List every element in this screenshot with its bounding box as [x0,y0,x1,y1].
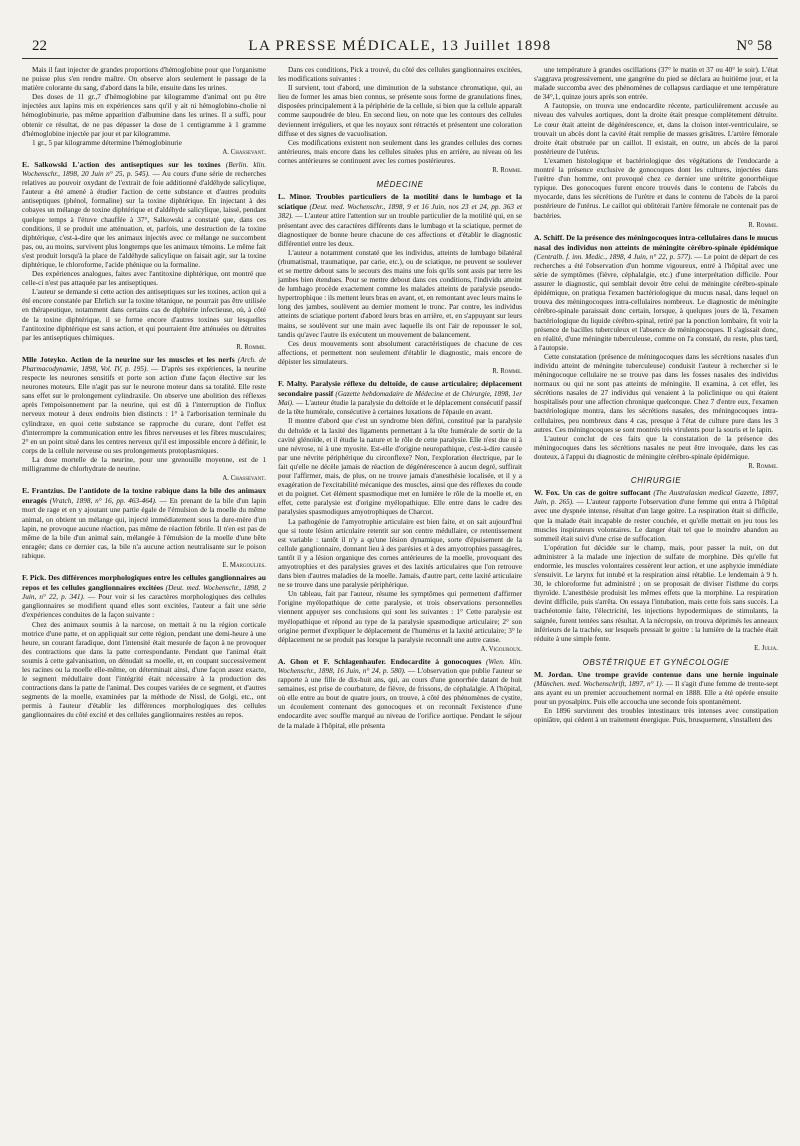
signature: A. Chassevant. [222,475,266,483]
article-fox [534,488,778,544]
paragraph: En 1896 survinrent des troubles intestinaux très intenses avec constipation opiniâtre, qui cédent à un traitement énergique. Puis, brusquement, s'installent des [534,707,778,725]
article-text: — D'après ses expériences, la neurine respecte les neurones sensitifs et porte son action d'une façon élective sur les neurones moteurs. Elle n'agit pas sur le neurone moteur dans sa totalité. Elle reste sans effet sur le prolongement cylindraxile. On observe une abolition des réflexes après l'empoisonnement par la neurine, qui est dû à l'interruption de l'influx nerveux moteur à deux endroits bien distincts : 1° à l'arborisation terminale du cylindraxe, en quoi cette substance se rapproche du curare, dont l'effet est d'interrompre la communication entre les fibres nerveuses et les fibres musculaires; 2° en un point situé dans les centres nerveux qu'il est impossible encore à définir, le corps de la cellule nerveuse ou ses prolongements protoplasmiques. [22,365,266,455]
section-heading: CHIRURGIE [630,476,682,486]
signature: R. Romme. [492,167,522,175]
journal-title: LA PRESSE MÉDICALE, 13 Juillet 1898 [248,38,552,54]
page-number: 22 [32,38,47,54]
article-author: W. Fox. [534,488,560,498]
article-source: (Wien. klin. Wochenschr., 1898, 16 Juin, n° 24, p. 580). [278,657,522,675]
article-source: (Vratch, 1898, n° 16, pp. 463-464). [49,497,157,506]
signature: A. Chassevant. [222,148,266,156]
article-salkowski [22,160,266,270]
article-title: Endocardite à gonocoques [390,656,482,666]
article-source: (Berlin. klin. Wochenschr., 1898, 20 Juin n° 25, p. 545). [22,160,266,179]
paragraph: Chez des animaux soumis à la narcose, on mettait à nu la région corticale motrice d'une patte, et on appliquait sur cette région, pendant une demi-heure à une heure, un courant faradique, dont l'intensité était mesurée de façon à ne provoquer des contractions que dans la patte correspondante. Pendant que l'animal était soumis à cette galvanisation, on dénudait sa moelle, et, en coupant successivement les racines ou la moelle elle-même, on déterminait ainsi, d'une façon assez exacte, le segment médullaire dont l'intégrité était nécessaire à la production des contractions dans la patte de l'animal. Des coupes variées de ce segment, et d'autres segments de la moelle, examinées par la méthode de Nissl, de Golgi, etc., ont permis à l'auteur d'établir les différences morphologiques des cellules ganglionnaires du côté excité et des cellules ganglionnaires restées au repos. [22,620,266,720]
section-heading: MÉDECINE [376,180,424,190]
article-text: — Au cours d'une série de recherches relatives au pouvoir oxydant de l'extrait de foie additionné d'aldéhyde salicylique, l'auteur a été amené à étudier l'action de cette substance et d'autres produits antiseptiques (phénol, formaline) sur la toxine diphtérique. En injectant à des cobayes un mélange de toxine diphtérique et d'aldéhyde salicylique, laissé, pendant quelque temps à l'étuve chauffée à 37°, Salkowski a constaté que, dans ces conditions, il se produit une atténuation, et, parfois, une destruction de la toxine diphtérique, c'est-à-dire que les animaux injectés avec ce mélange ne succombent pas, ou, au moins, survivent plus longtemps que les animaux témoins. Le même fait s'est produit lorsqu'à la place de l'aldéhyde salicylique on faisait agir, sur la toxine diphtérique, le chloroforme, l'acide phénique ou la formaline. [22,170,266,269]
paragraph: Des expériences analogues, faites avec l'antitoxine diphtérique, ont montré que celle-ci n'est pas attaquée par les antiseptiques. [22,270,266,288]
paragraph: Des doses de 11 gr.,7 d'hémoglobine par kilogramme d'animal ont pu être injectées aux lapins mis en expériences sans qu'il y ait ni hémoglobino-cholie ni hémoglobinurie, pas même apparition d'albumine dans les urines. Il a suffi, pour obtenir ce résultat, de ne pas dépasser la dose de 1 centigramme à 1 gramme d'hémoglobine injectée par jour et par kilogramme. [22,93,266,138]
paragraph: Mais il faut injecter de grandes proportions d'hémoglobine pour que l'organisme ne puisse plus s'en rendre maître. On observe alors seulement le passage de la matière colorante du sang, d'abord dans la bile, ensuite dans les urines. [22,66,266,93]
paragraph: Il survient, tout d'abord, une diminution de la substance chromatique, qui, au lieu de former les amas bien connus, se présente sous forme de granulations fines, disposées principalement à la périphérie de la cellule, si bien que la cellule apparaît comme saupoudrée de bleu. En second lieu, on note que les contours des cellules deviennent irréguliers, et que les noyaux sont rétractés et présentent une coloration diffuse et des signes de vacuolisation. [278,84,522,138]
paragraph: Cette constatation (présence de méningocoques dans les sécrétions nasales d'un individu atteint de méningite tuberculeuse) conduisit l'auteur à rechercher si le méningocoque cellulaire ne se trouve pas dans les fosses nasales des individus normaux ou qui ne sont pas atteints de méningite. Il examina, à cet effet, les sécrétions nasales de 27 individus qui venaient à la policlinique ou qui étaient hospitalisés pour une affection chronique quelconque. Chez 7 d'entre eux, l'examen bactériologique montra, dans les sécrétions nasales, des méningocoques intra-cellulaires, peu nombreux dans 4 cas, presque à l'état de culture pure dans les 3 autres. Ces méningocoques se sont montrés très virulents pour la souris et le lapin. [534,352,778,434]
signature: R. Romme. [236,343,266,351]
article-text: — L'auteur étudie la paralysie du deltoïde et le déplacement consécutif passif de la tête humérale, consécutive à certaines luxations de l'épaule en avant. [278,399,522,417]
article-joteyko [22,355,266,456]
article-title: Un cas de goitre suffocant [562,488,651,498]
signature: E. Margoulies. [222,561,266,569]
article-title: De l'antidote de la toxine rabique dans la bile des animaux enragés [22,486,266,506]
article-source: (The Australasian medical Gazette, 1897, Juin, p. 265). [534,489,778,507]
article-text: — Il s'agit d'une femme de trente-sept ans ayant eu un premier accouchement normal en 1888. Elle a été opérée ensuite pour un pyosalpinx. Puis elle accoucha une seconde fois spontanément. [534,680,778,707]
article-author: E. Frantzius. [22,486,65,496]
signature: R. Romme. [748,221,778,229]
column-3 [534,66,778,1132]
article-text: — En prenant de la bile d'un lapin mort de rage et en y ajoutant une partie égale de l'émulsion de la moelle du même animal, on obtient un mélange qui, injecté immédiatement sous la dure-mère d'un lapin, ne provoque aucune réaction, pas même de réaction fébrile. Il n'en est pas de même de la bile d'un animal sain, mélangée à l'émulsion de la moelle d'une bête enragée; dans ce dernier cas, la bile n'a aucune action neutralisante sur le poison rabique. [22,497,266,560]
issue-number: N° 58 [736,38,772,54]
paragraph: L'auteur se demande si cette action des antiseptiques sur les toxines, action qui a été encore constatée par Ehrlich sur la toxine tétanique, ne pourrait pas être utilisée en thérapeutique, notamment dans certains cas de diphtérie infectieuse, où, à côté de la toxine diphtérique, il se forme encore d'autres toxines sur lesquelles l'antitoxine diphtérique est sans action, et qui pourraient être atténuées ou détruites par les antiseptiques chimiques. [22,288,266,342]
article-author: Mlle Joteyko. [22,354,68,364]
running-header [22,36,778,59]
paragraph: L'examen histologique et bactériologique des végétations de l'endocarde a montré la présence exclusive de gonocoques dont les cultures, injectées dans l'urètre d'un homme, ont provoqué chez ce dernier une urétrite gonorrhéique typique. Des gonocoques furent encore trouvés dans le contenu de l'abcès du myocarde, dans les sécrétions de l'urètre et dans le contenu de l'abcès de la paroi postérieure de l'utérus. Le caillot qui oblitérait l'artère fémorale ne contenait pas de bactéries. [534,156,778,220]
article-schiff [534,233,778,353]
article-title: De la présence des méningocoques intra-cellulaires dans le mucus nasal des individus non atteints de méningite cérébro-spinale épidémique [534,232,778,252]
article-source: (München. med. Wochenschrift, 1897, n° 1). [534,680,664,689]
paragraph: Dans ces conditions, Pick a trouvé, du côté des cellules ganglionnaires excitées, les modifications suivantes : [278,66,522,84]
column-2 [278,66,522,1132]
article-author: E. Salkowski [22,159,68,169]
article-text: — Pour voir si les caractères morphologiques des cellules ganglionnaires se modifient quand elles sont excitées, l'auteur a fait une série d'expériences conduites de la façon suivante : [22,593,266,620]
article-title: L'action des antiseptiques sur les toxines [72,159,221,169]
paragraph: 1 gr., 5 par kilogramme détermine l'hémoglobinurie [32,138,182,147]
article-jordan [534,670,778,707]
signature: R. Romme. [492,368,522,375]
paragraph: La dose mortelle de la neurine, pour une grenouille moyenne, est de 1 milligramme de chlorhydrate de neurine. [22,455,266,474]
paragraph: A l'autopsie, on trouva une endocardite récente, particulièrement accusée au niveau des valvules aortiques, dont la droite était presque complètement détruite. Le cœur était atteint de dégénérescence, et, dans la cloison inter-ventriculaire, se trouvait un abcès dont la cavité était remplie de masses grisâtres. L'artère fémorale droite était obstruée par un caillot. Il existait, en outre, un abcès de la paroi postérieure de l'utérus. [534,102,778,156]
paragraph: Ces modifications existent non seulement dans les grandes cellules des cornes antérieures, mais encore dans les cellules situées plus en arrière, au niveau où les cornes antérieures se continuent avec les cornes postérieures. [278,138,522,165]
article-author: A. Ghon et F. Schlagenhaufer. [278,656,386,666]
article-author: L. Minor. [278,192,312,202]
paragraph: L'opération fut décidée sur le champ, mais, pour passer la nuit, on dut administrer à la malade une injection de sulfate de morphine. Dès qu'elle fut endormie, les muscles volontaires cessèrent leur action, et une asphyxie immédiate s'ensuivit. Le larynx fut intubé et la respiration ainsi rétablie. Le lendemain à 9 h. 30, le chloroforme fut administré ; on se proposait de diviser l'isthme du corps thyroïde. L'anesthésie produisit les mêmes effets que la morphine. La respiration devint difficile, puis s'arrêta. On essaya l'intubation, mais cette fois sans succès. La trachéotomie faite, l'électricité, les injections hypodermiques de stimulants, la saignée, furent tentées sans résultat. A la nécropsie, on trouva déprimés les anneaux inférieurs de la trachée, sur lesquels pressait le goitre : la lumière de la trachée était réduite à une simple fente. [534,543,778,643]
paragraph: La pathogénie de l'amyotrophie articulaire est bien faite, et on sait aujourd'hui que si toute lésion articulaire retentit sur son centre médullaire, ce retentissement est variable : tantôt il n'y a qu'une lésion dynamique, sorte d'épuisement de la cellule ganglionnaire, donnant lieu à des parésies et à des amyotrophies passagères, tantôt il y a lésion organique des cornes antérieures de la moelle, provoquant des amyotrophies et des paralysies graves et des laxités articulaires que l'on retrouve dans bien d'autres maladies de la moelle. Jamais, d'autre part, cette laxité articulaire ne se trouve dans une paralysie périphérique. [278,517,522,590]
section-heading: OBSTÉTRIQUE ET GYNÉCOLOGIE [582,657,730,667]
article-title: Une trompe gravide contenue dans une hernie inguinale [577,670,778,679]
signature: A. Vigouroux. [480,645,522,653]
article-title: Action de la neurine sur les muscles et les nerfs [70,354,235,364]
article-source: (Gazette hebdomadaire de Médecine et de Chirurgie, 1898, 1er Mai). [278,390,522,408]
article-ghon [278,657,522,731]
article-author: F. Pick. [22,573,47,583]
article-author: F. Malty. [278,379,308,389]
column-1 [22,66,266,1132]
paragraph: une température à grandes oscillations (37° le matin et 37 ou 40° le soir). L'état s'aggrava progressivement, une gangrène du pied se déclara au huitième jour, et la malade succomba avec des phénomènes de collapsus cardiaque et une température de 34°,1, quinze jours après son entrée. [534,66,778,102]
article-source: (Deut. med. Wochenschr., 1898, 2 Juin, n° 22, p. 341). [22,584,266,602]
article-text: — L'auteur rapporte l'observation d'une femme qui entra à l'hôpital avec une dyspnée intense, résultat d'un large goitre. La respiration était si difficile, que la malade était incapable de rester couchée, et qu'elle mettait en jeu tous les muscles inspirateurs volontaires. Le danger était tel que le moindre abandon au sommeil était suivi d'une crise de suffocation. [534,498,778,543]
signature: R. Romme. [748,463,778,471]
article-malty [278,379,522,417]
article-author: A. Schiff. [534,232,565,242]
article-pick [22,573,266,620]
article-title: Paralysie réflexe du deltoïde, de cause articulaire; déplacement secondaire passif [278,379,522,399]
article-text: — L'observation que publie l'auteur se rapporte à une fille de dix-huit ans, qui, au cours d'une gonorrhée datant de huit semaines, est prise de courbature, de fièvre, de frissons, de céphalalgie. A l'hôpital, où elle entre au bout de quatre jours, on trouve, à côté des phénomènes de cystite, un écoulement contenant des gonocoques et on reconnaît l'existence d'une endocardite avec souffle marqué au niveau de l'orifice aortique. Pendant le séjour de la malade à l'hôpital, elle présenta [278,667,522,730]
article-source: (Centralb. f. inn. Medic., 1898, 4 Juin, n° 22, p. 577). [534,252,693,261]
article-title: Des différences morphologiques entre les cellules ganglionnaires au repos et les cellules ganglionnaires excitées [22,573,266,593]
article-source: (Deut. med. Wochenschr., 1898, 9 et 16 Juin, nos 23 et 24, pp. 363 et 382). [278,203,522,221]
article-text: — Le point de départ de ces recherches a été l'observation d'un homme vigoureux, entré à l'hôpital avec une série de symptômes (fièvre, céphalalgie, etc.) d'une interprétation difficile. Pour assurer le diagnostic, qui semblait devoir être celui de méningite cérébro-spinale épidémique, on pratiqua l'examen bactériologique du mucus nasal, dans lequel on trouva des méningocoques intra-cellulaires nombreux. Le diagnostic de méningite cérébro-spinale paraissait donc certain, lorsque, à quelques jours de là, l'examen bactériologique du liquide cérébro-spinal, retiré par la ponction lombaire, fit voir la présence de bacilles tuberculeux et l'absence de méningocoques. Il s'agissait donc, en réalité, d'une méningite tuberculeuse, comme on l'a constaté, du reste, plus tard, à l'autopsie. [534,252,778,352]
article-author: M. Jordan. [534,670,573,679]
paragraph: Ces deux mouvements sont absolument caractéristiques de chacune de ces affections, et permettent non seulement d'établir le diagnostic, mais encore de dépister les simulateurs. [278,339,522,366]
paragraph: Un tableau, fait par l'auteur, résume les symptômes qui permettent d'affirmer l'origine myélopathique de cette paralysie, et trois observations personnelles viennent appuyer ses conclusions qui sont les suivantes : 1° Cette paralysie est myélopathique et répond au type de la paralysie spasmodique articulaire; 2° son origine permet d'expliquer le déplacement de l'humérus et la laxité articulaire; 3° le déplacement ne se produit pas lorsque la paralysie reconnaît une autre cause. [278,590,522,644]
article-minor [278,192,522,249]
article-text: — L'auteur attire l'attention sur un trouble particulier de la motilité qui, en se présentant avec des caractères différents dans le lumbago et la sciatique, permet de diagnostiquer de bonne heure chacune de ces affections et d'établir le diagnostic différentiel entre les deux. [278,212,522,248]
article-source: (Arch. de Pharmacodynamie, 1898, Vol. IV, p. 195). [22,355,266,373]
paragraph: L'auteur conclut de ces faits que la constatation de la présence des méningocoques dans les sécrétions nasales ne peut être invoquée, dans les cas douteux, à l'appui du diagnostic de méningite cérébro-spinale épidémique. [534,434,778,461]
signature: E. Julia. [754,644,778,652]
paragraph: L'auteur a notamment constaté que les individus, atteints de lumbago bilatéral (rhumatismal, traumatique, par carie, etc.), ou de sciatique, ne peuvent se soulever et se mettre debout sans le secours des mains une fois qu'ils sont assis par terre les jambes bien étendues. Pour se mettre debout dans ces conditions, l'individu atteint de lumbago procède exactement comme les malades atteints de paralysie pseudo-hypertrophique : ils mettent leurs bras en avant, et, en remontant avec leurs mains le long des jambes, soulèvent au dernier moment le tronc. Par contre, les individus atteints de sciatique portent d'abord leurs bras en arrière, et, en s'appuyant sur leurs mains, se soulèvent sur une main avec laquelle ils ont l'air de repousser le sol, tandis qu'avec l'autre ils exécutent un mouvement de balancement. [278,248,522,339]
article-title: Troubles particuliers de la motilité dans le lumbago et la sciatique [278,192,522,212]
paragraph: Il montre d'abord que c'est un syndrome bien défini, constitué par la paralysie du deltoïde et la laxité des ligaments permettant à la tête humérale de sortir de la cavité glénoïde, et il étudie la nature et le rôle de cette paralysie. Elle n'est due ni à une névrose, ni à une myosite. Est-elle d'origine neuropathique, c'est-à-dire causée par une névrite périphérique du circonflexe? Non, l'exploration électrique, par le fait qu'elle ne décèle jamais de réaction de dégénérescence à aucun degré, suffirait pour l'affirmer, mais, de plus, on ne trouve jamais d'anesthésie localisée, et il y a exagération de l'excitabilité mécanique des muscles, ainsi que des réflexes du coude et du poignet. Cet élément spasmodique met en lumière le rôle de la moelle et, en effet, cette paralysie est d'origine myélopathique. Elle entre dans le cadre des paralysies spasmodiques amyotrophiques de Charcot. [278,417,522,517]
article-frantzius [22,486,266,561]
